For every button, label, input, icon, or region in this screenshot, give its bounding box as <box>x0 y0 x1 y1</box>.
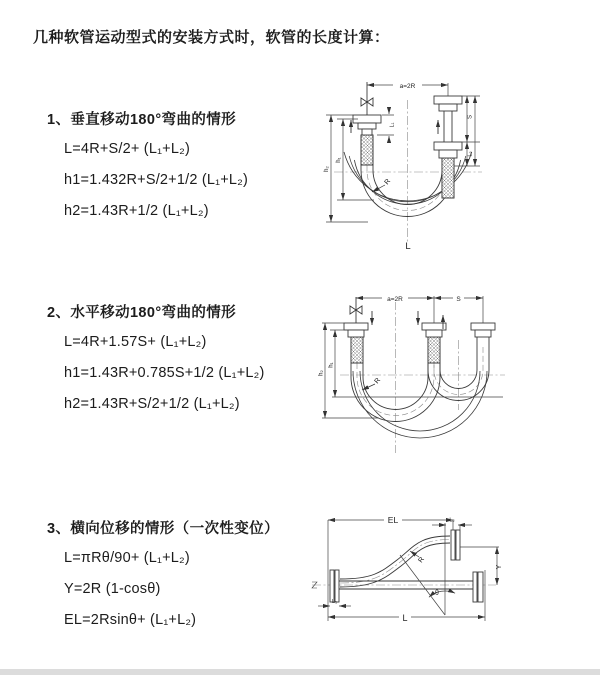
dim-label-h2: h₂ <box>324 166 330 172</box>
dim-label-a2r: a=2R <box>399 82 416 90</box>
dim-label-s: S <box>467 114 474 120</box>
curved-hose <box>340 536 450 587</box>
dim-label-l: L <box>405 241 411 252</box>
hose-arcs <box>351 347 489 438</box>
diagram-lateral-displacement <box>300 505 592 650</box>
section-1-formula-2: h1=1.432R+S/2+1/2 (L₁+L₂) <box>64 172 249 188</box>
left-pipe-assembly <box>353 82 381 135</box>
section-2-formula-2: h1=1.43R+0.785S+1/2 (L₁+L₂) <box>64 365 265 381</box>
section-1-formula-1: L=4R+S/2+ (L₁+L₂) <box>64 141 190 157</box>
dimension-labels <box>332 515 503 623</box>
dim-label-s: S <box>456 295 461 303</box>
dim-label-l: L <box>402 613 408 623</box>
section-1-heading: 1、垂直移动180°弯曲的情形 <box>47 112 237 128</box>
section-2-formula-3: h2=1.43R+S/2+1/2 (L₁+L₂) <box>64 396 240 412</box>
dim-label-el: EL <box>387 515 399 525</box>
page-bottom-edge <box>0 669 600 675</box>
dimension-lines <box>318 517 499 621</box>
dim-label-y: Y <box>496 564 503 570</box>
section-2-formula-1: L=4R+1.57S+ (L₁+L₂) <box>64 334 207 350</box>
angle-construction <box>400 523 455 615</box>
diagram-vertical-180-bend <box>308 72 580 260</box>
section-1-formula-3: h2=1.43R+1/2 (L₁+L₂) <box>64 203 209 219</box>
dim-label-h2: h₂ <box>318 370 325 376</box>
section-3-heading: 3、横向位移的情形（一次性变位） <box>47 521 279 537</box>
dim-label-l1: L₁ <box>332 599 337 605</box>
dimension-lines <box>322 294 503 418</box>
section-2-heading: 2、水平移动180°弯曲的情形 <box>47 305 237 321</box>
dim-label-r: R <box>383 177 393 187</box>
dim-label-l1: L₁ <box>389 122 396 128</box>
dim-label-a2r: a=2R <box>387 295 403 303</box>
flanges <box>330 530 483 602</box>
dim-label-r: R <box>373 376 383 386</box>
dim-label-theta: θ <box>435 590 439 597</box>
page-title: 几种软管运动型式的安装方式时，软管的长度计算： <box>33 29 390 46</box>
centerlines <box>312 540 496 586</box>
pipe-assemblies <box>344 297 495 347</box>
dim-label-h1: h₁ <box>336 157 342 163</box>
dim-label-l2: L₂ <box>449 517 455 524</box>
section-3-formula-1: L=πRθ/90+ (L₁+L₂) <box>64 550 190 566</box>
dim-label-l2: L₂ <box>467 151 474 157</box>
dim-label-r: R <box>417 556 427 565</box>
dim-label-h1: h₁ <box>328 362 335 368</box>
diagram-horizontal-180-bend <box>315 285 587 460</box>
section-3-formula-2: Y=2R (1-cosθ) <box>64 581 161 597</box>
section-3-formula-3: EL=2Rsinθ+ (L₁+L₂) <box>64 612 197 628</box>
